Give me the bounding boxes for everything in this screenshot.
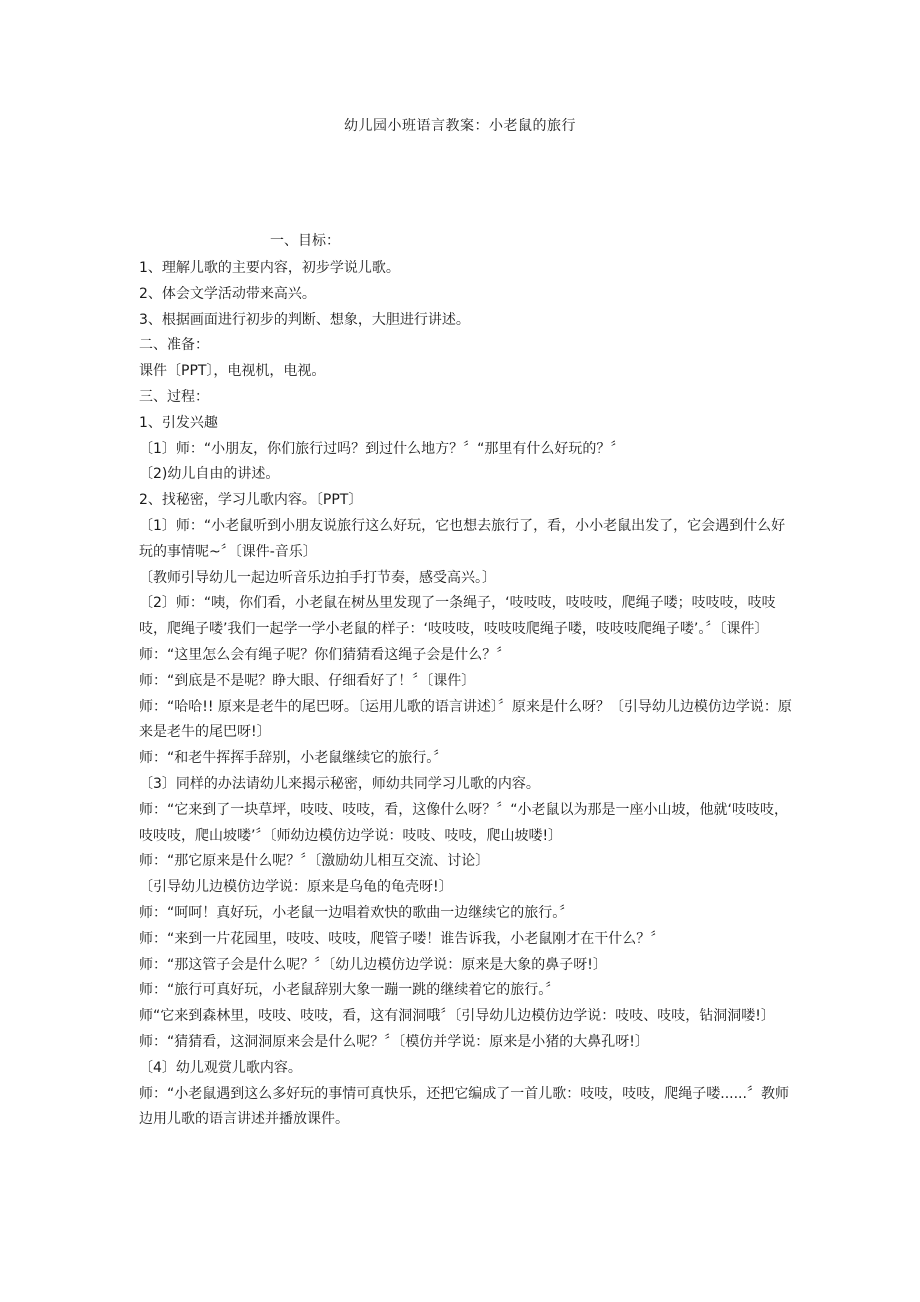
document-body bbox=[139, 256, 799, 1133]
paragraph: 师：“猜猜看，这洞洞原来会是什么呢？〞〔模仿并学说：原来是小猪的大鼻孔呀!〕 bbox=[139, 1033, 649, 1050]
paragraph: 3、根据画面进行初步的判断、想象，大胆进行讲述。 bbox=[139, 311, 470, 328]
paragraph: 2、体会文学活动带来高兴。 bbox=[139, 285, 316, 302]
section-heading-goals: 一、目标： bbox=[270, 233, 340, 249]
paragraph: 课件〔PPT〕，电视机，电视。 bbox=[139, 363, 326, 380]
page-title: 幼儿园小班语言教案：小老鼠的旅行 bbox=[344, 118, 576, 134]
section-heading-preparation: 二、准备： bbox=[139, 337, 209, 354]
paragraph: 师：“旅行可真好玩，小老鼠辞别大象一蹦一跳的继续着它的旅行。〞 bbox=[139, 982, 560, 999]
paragraph: 师：“小老鼠遇到这么多好玩的事情可真快乐，还把它编成了一首儿歌：吱吱，吱吱，爬绳子喽......〞教师边用儿歌的语言讲述并播放课件。 bbox=[139, 1085, 789, 1128]
paragraph: 〔教师引导幼儿一起边听音乐边拍手打节奏，感受高兴。〕 bbox=[139, 569, 496, 586]
paragraph: 师“它来到森林里，吱吱、吱吱，看，这有洞洞哦〞〔引导幼儿边模仿边学说：吱吱、吱吱，钻洞洞喽!〕 bbox=[139, 1008, 775, 1025]
paragraph: 〔2)幼儿自由的讲述。 bbox=[139, 466, 280, 483]
paragraph: 1、理解儿歌的主要内容，初步学说儿歌。 bbox=[139, 260, 400, 276]
paragraph: 〔4〕幼儿观赏儿歌内容。 bbox=[139, 1059, 302, 1076]
paragraph: 〔2〕师：“咦，你们看，小老鼠在树丛里发现了一条绳子，‘吱吱吱，吱吱吱，爬绳子喽；吱吱吱，吱吱吱，爬绳子喽’我们一起学一学小老鼠的样子：‘吱吱吱，吱吱吱爬绳子喽，吱吱吱爬绳子喽’。〞〔课件〕 bbox=[139, 595, 776, 638]
section-heading-process: 三、过程： bbox=[139, 388, 209, 405]
paragraph: 〔3〕同样的办法请幼儿来揭示秘密，师幼共同学习儿歌的内容。 bbox=[139, 775, 540, 792]
paragraph: 师：“来到一片花园里，吱吱、吱吱，爬管子喽！谁告诉我，小老鼠刚才在干什么？〞 bbox=[139, 930, 665, 947]
paragraph: 师：“到底是不是呢？睁大眼、仔细看好了！〞〔课件〕 bbox=[139, 672, 476, 689]
paragraph: 师：“这里怎么会有绳子呢？你们猜猜看这绳子会是什么？〞 bbox=[139, 646, 511, 663]
paragraph: 师：“和老牛挥挥手辞别，小老鼠继续它的旅行。〞 bbox=[139, 750, 448, 767]
paragraph: 1、引发兴趣 bbox=[139, 414, 218, 431]
paragraph: 师：“哈哈!! 原来是老牛的尾巴呀。〔运用儿歌的语言讲述〕〞原来是什么呀？〔引导幼儿边模仿边学说：原来是老牛的尾巴呀!〕 bbox=[139, 698, 792, 741]
paragraph: 2、找秘密，学习儿歌内容。〔PPT〕 bbox=[139, 492, 363, 509]
paragraph: 〔引导幼儿边模仿边学说：原来是乌龟的龟壳呀!〕 bbox=[139, 879, 453, 896]
paragraph: 〔1〕师：“小老鼠听到小朋友说旅行这么好玩，它也想去旅行了，看，小小老鼠出发了，它会遇到什么好玩的事情呢~〞〔课件-音乐〕 bbox=[139, 517, 786, 560]
paragraph: 师：“那它原来是什么呢？〞〔激励幼儿相互交流、讨论〕 bbox=[139, 853, 490, 870]
paragraph: 师：“它来到了一块草坪，吱吱、吱吱，看，这像什么呀？〞“小老鼠以为那是一座小山坡，他就‘吱吱吱，吱吱吱，爬山坡喽’〞〔师幼边模仿边学说：吱吱、吱吱，爬山坡喽!〕 bbox=[139, 801, 788, 844]
paragraph: 师：“那这管子会是什么呢？〞〔幼儿边模仿边学说：原来是大象的鼻子呀!〕 bbox=[139, 956, 607, 973]
paragraph: 〔1〕师：“小朋友，你们旅行过吗？到过什么地方？〞“那里有什么好玩的？〞 bbox=[139, 440, 625, 457]
paragraph: 师：“呵呵！真好玩，小老鼠一边唱着欢快的歌曲一边继续它的旅行。〞 bbox=[139, 904, 574, 921]
